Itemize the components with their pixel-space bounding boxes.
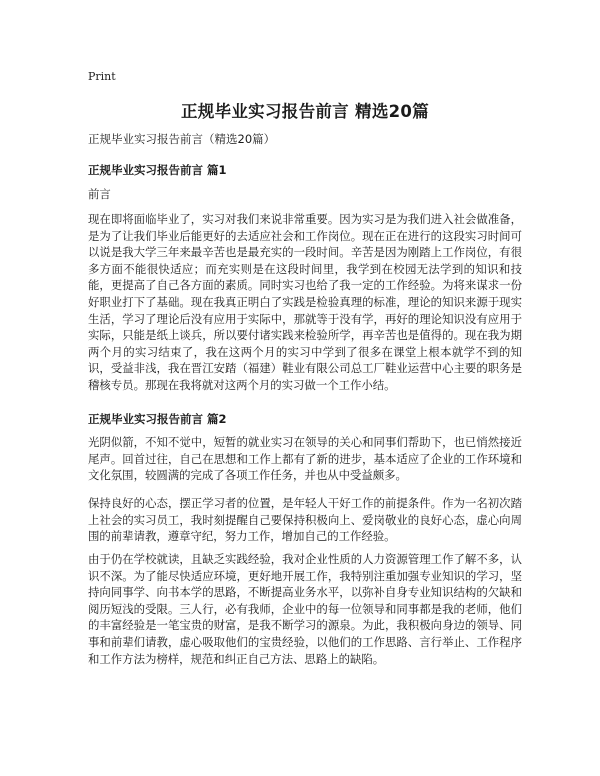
section-1-paragraph: 现在即将面临毕业了，实习对我们来说非常重要。因为实习是为我们进入社会做准备，是为了让我们毕业后能更好的去适应社会和工作岗位。现在正在进行的这段实习时间可以说是我大学三年来最辛苦也是最充实的一段时间。辛苦是因为刚踏上工作岗位，有很多方面不能很快适应；而充实则是在这段时间里，我学到在校园无法学到的知识和技能，更提高了自己各方面的素质。同时实习也给了我一定的工作经验。为将来谋求一份好职业打下了基础。现在我真正明白了实践是检验真理的标准，理论的知识来源于现实生活，学习了理论后没有应用于实际中，那就等于没有学，再好的理论知识没有应用于实际，只能是纸上谈兵，所以要付诸实践来检验所学，再辛苦也是值得的。现在我为期两个月的实习结束了，我在这两个月的实习中学到了很多在课堂上根本就学不到的知识，受益非浅，我在晋江安踏（福建）鞋业有限公司总工厂鞋业运营中心主要的职务是稽核专员。那现在我将就对这两个月的实习做一个工作小结。 <box>88 212 522 392</box>
document-subtitle: 正规毕业实习报告前言（精选20篇） <box>88 132 276 146</box>
section-heading-2: 正规毕业实习报告前言 篇2 <box>88 412 227 426</box>
section-2-paragraph: 保持良好的心态，摆正学习者的位置，是年轻人干好工作的前提条件。作为一名初次踏上社会的实习员工，我时刻提醒自己要保持积极向上、爱岗敬业的良好心态，虚心向周围的前辈请教，遵章守纪，努力工作，增加自己的工作经验。 <box>88 496 522 544</box>
document-title: 正规毕业实习报告前言 精选20篇 <box>180 102 429 121</box>
section-heading-1: 正规毕业实习报告前言 篇1 <box>88 163 227 177</box>
print-link[interactable]: Print <box>88 70 116 83</box>
section-2-paragraph: 由于仍在学校就读，且缺乏实践经验，我对企业性质的人力资源管理工作了解不多，认识不深。为了能尽快适应环境，更好地开展工作，我特别注重加强专业知识的学习，坚持向同事学、向书本学的思路，不断提高业务水平，以弥补自身专业知识结构的欠缺和阅历短浅的受限。三人行，必有我师，企业中的每一位领导和同事都是我的老师，他们的丰富经验是一笔宝贵的财富，是我不断学习的源泉。为此，我积极向身边的领导、同事和前辈们请教，虚心吸取他们的宝贵经验，以他们的工作思路、言行举止、工作程序和工作方法为榜样，规范和纠正自己方法、思路上的缺陷。 <box>88 552 522 666</box>
section-1-paragraph: 前言 <box>88 187 111 201</box>
section-2-paragraph: 光阴似箭，不知不觉中，短暂的就业实习在领导的关心和同事们帮助下，也已悄然接近尾声。回首过往，自己在思想和工作上都有了新的进步，基本适应了企业的工作环境和文化氛围，较圆满的完成了各项工作任务，并也从中受益颇多。 <box>88 435 522 483</box>
